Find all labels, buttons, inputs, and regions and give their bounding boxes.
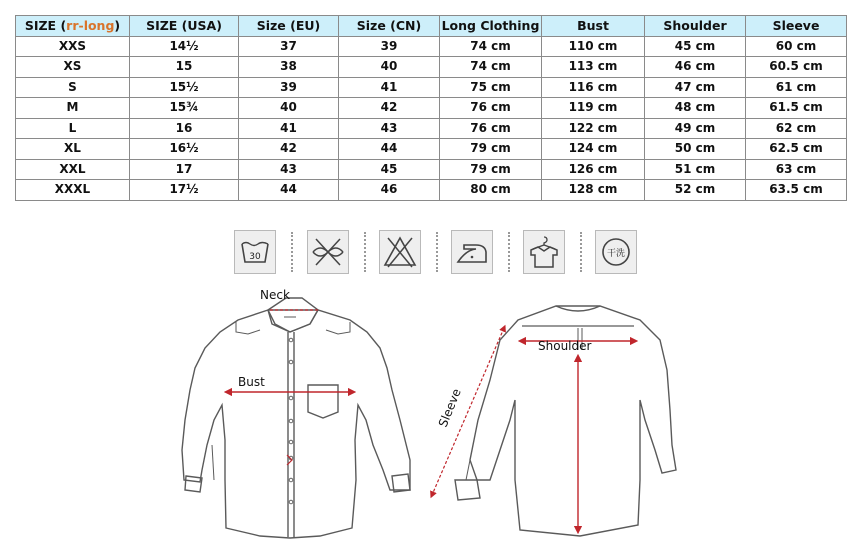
wash-30-icon: [234, 230, 276, 274]
icon-separator: [364, 232, 366, 272]
column-header: [645, 16, 746, 37]
size-chart-table: [15, 15, 847, 201]
table-cell: 38: [239, 57, 339, 78]
table-row: [16, 180, 847, 201]
table-cell: XXL: [16, 159, 130, 180]
table-cell: 76 cm: [440, 118, 542, 139]
table-cell: 80 cm: [440, 180, 542, 201]
table-cell: 41: [339, 77, 440, 98]
table-cell: 79 cm: [440, 159, 542, 180]
table-cell: 46 cm: [645, 57, 746, 78]
table-cell: S: [16, 77, 130, 98]
table-cell: 45 cm: [645, 36, 746, 57]
shirt-front-buttons: [289, 338, 293, 504]
table-cell: XL: [16, 139, 130, 160]
shoulder-label: Shoulder: [538, 339, 592, 353]
bust-label: Bust: [238, 375, 265, 389]
do-not-bleach-icon: [379, 230, 421, 274]
dry-clean-text: 干洗: [606, 249, 626, 259]
shirt-measurement-diagram: [0, 280, 850, 550]
table-cell: 37: [239, 36, 339, 57]
table-cell: 44: [239, 180, 339, 201]
icon-separator: [291, 232, 293, 272]
icon-separator: [436, 232, 438, 272]
icon-separator: [508, 232, 510, 272]
column-header: [440, 16, 542, 37]
table-cell: 17: [130, 159, 239, 180]
table-cell: 16½: [130, 139, 239, 160]
table-cell: 43: [239, 159, 339, 180]
table-cell: 61 cm: [746, 77, 847, 98]
iron-icon: [451, 230, 493, 274]
table-cell: 74 cm: [440, 57, 542, 78]
table-header-row: [16, 16, 847, 37]
table-cell: 16: [130, 118, 239, 139]
table-cell: L: [16, 118, 130, 139]
table-cell: 39: [239, 77, 339, 98]
icon-separator: [580, 232, 582, 272]
column-header-text: ): [114, 18, 121, 34]
table-cell: 44: [339, 139, 440, 160]
column-header-text: SIZE (: [24, 18, 67, 34]
column-header-text: Size (CN): [356, 18, 422, 34]
table-cell: 128 cm: [542, 180, 645, 201]
table-cell: 63.5 cm: [746, 180, 847, 201]
table-cell: 74 cm: [440, 36, 542, 57]
table-row: [16, 98, 847, 119]
table-cell: 39: [339, 36, 440, 57]
table-cell: 79 cm: [440, 139, 542, 160]
table-cell: 15½: [130, 77, 239, 98]
neck-label: Neck: [260, 288, 290, 302]
column-header: [130, 16, 239, 37]
table-row: [16, 36, 847, 57]
table-cell: 46: [339, 180, 440, 201]
wash-temperature: 30: [249, 252, 261, 262]
care-icons-row: [234, 230, 639, 275]
column-header: [16, 16, 130, 37]
table-cell: 124 cm: [542, 139, 645, 160]
table-cell: 119 cm: [542, 98, 645, 119]
table-row: [16, 57, 847, 78]
dry-clean-icon: [595, 230, 637, 274]
table-cell: 122 cm: [542, 118, 645, 139]
table-cell: 47 cm: [645, 77, 746, 98]
column-header: [542, 16, 645, 37]
table-cell: 51 cm: [645, 159, 746, 180]
table-cell: XXXL: [16, 180, 130, 201]
table-row: [16, 118, 847, 139]
table-cell: 61.5 cm: [746, 98, 847, 119]
table-cell: 52 cm: [645, 180, 746, 201]
column-header-text: Long Clothing: [441, 18, 540, 34]
table-cell: 75 cm: [440, 77, 542, 98]
column-header-text: Size (EU): [256, 18, 321, 34]
table-cell: 43: [339, 118, 440, 139]
table-cell: 45: [339, 159, 440, 180]
table-cell: M: [16, 98, 130, 119]
table-cell: 113 cm: [542, 57, 645, 78]
column-header-text: SIZE (USA): [146, 18, 222, 34]
table-cell: 62.5 cm: [746, 139, 847, 160]
table-cell: 116 cm: [542, 77, 645, 98]
shirt-front-drawing: [182, 298, 410, 538]
table-cell: 60.5 cm: [746, 57, 847, 78]
column-header-text: Sleeve: [772, 18, 820, 34]
column-header-text: Shoulder: [663, 18, 727, 34]
table-cell: 15: [130, 57, 239, 78]
table-cell: 50 cm: [645, 139, 746, 160]
hang-dry-icon: [523, 230, 565, 274]
table-cell: XXS: [16, 36, 130, 57]
table-body: [16, 36, 847, 200]
table-row: [16, 139, 847, 160]
table-cell: 40: [339, 57, 440, 78]
table-row: [16, 159, 847, 180]
table-cell: 14½: [130, 36, 239, 57]
column-header: [339, 16, 440, 37]
column-header: [239, 16, 339, 37]
table-cell: 42: [239, 139, 339, 160]
table-cell: 17½: [130, 180, 239, 201]
do-not-wring-icon: [307, 230, 349, 274]
table-cell: 62 cm: [746, 118, 847, 139]
table-cell: 60 cm: [746, 36, 847, 57]
table-cell: 42: [339, 98, 440, 119]
table-cell: 40: [239, 98, 339, 119]
table-cell: 63 cm: [746, 159, 847, 180]
table-row: [16, 77, 847, 98]
column-header-text: Bust: [577, 18, 609, 34]
column-header-accent: rr-long: [66, 18, 115, 34]
table-cell: 76 cm: [440, 98, 542, 119]
table-cell: 15¾: [130, 98, 239, 119]
table-cell: 49 cm: [645, 118, 746, 139]
table-cell: 126 cm: [542, 159, 645, 180]
table-cell: 48 cm: [645, 98, 746, 119]
table-cell: 110 cm: [542, 36, 645, 57]
sleeve-label: Sleeve: [435, 386, 464, 430]
table-cell: 41: [239, 118, 339, 139]
table-cell: XS: [16, 57, 130, 78]
column-header: [746, 16, 847, 37]
